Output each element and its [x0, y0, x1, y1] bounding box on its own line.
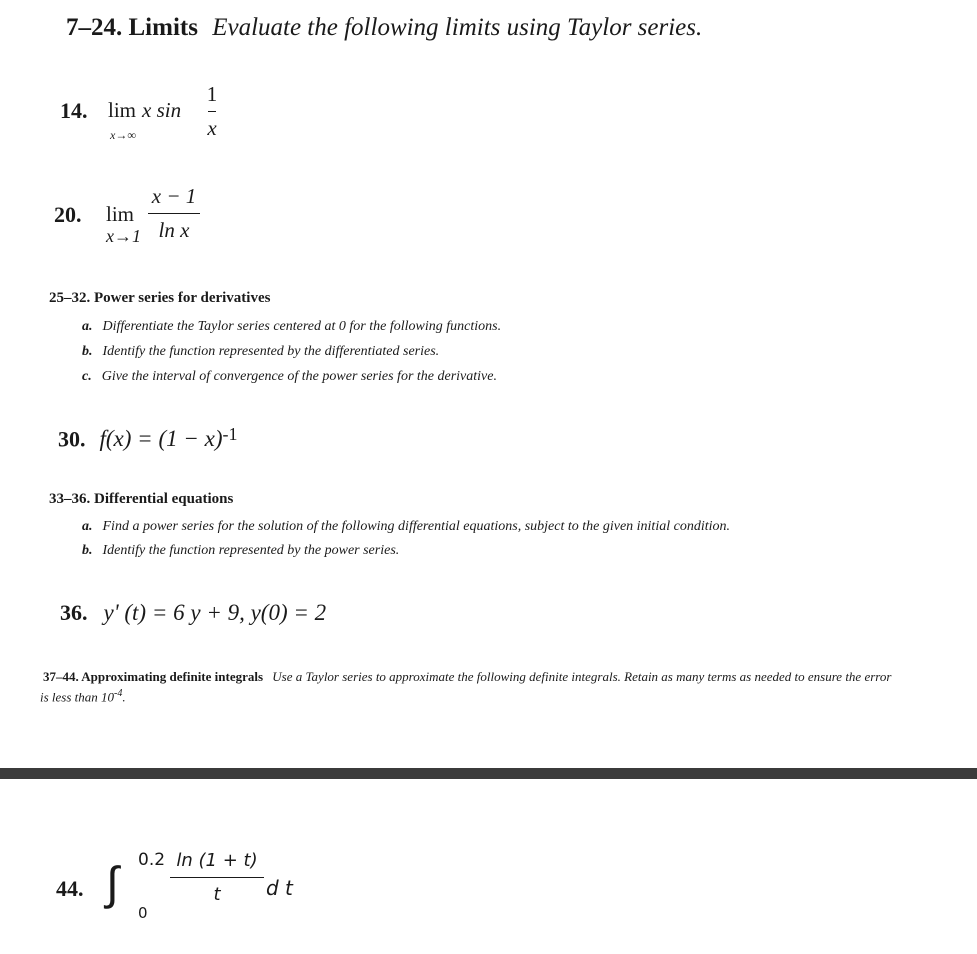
exponent: -4	[114, 688, 123, 699]
lower-limit: 0	[138, 904, 148, 922]
problem-number: 36.	[60, 600, 88, 625]
lim-subscript: x→1	[106, 226, 141, 246]
exponent: -1	[222, 424, 238, 444]
header-range: 7–24. Limits	[66, 14, 198, 41]
problem-44	[56, 840, 356, 930]
upper-limit: 0.2	[138, 850, 166, 870]
fraction-bar	[170, 877, 264, 878]
part-a	[82, 319, 501, 335]
expression: f(x) = (1 − x)	[99, 426, 223, 452]
fraction-numerator: ln (1 + t)	[176, 850, 258, 871]
section-instruction-cont	[40, 688, 126, 705]
part-letter: a.	[82, 519, 93, 534]
part-letter: b.	[82, 543, 93, 558]
header-instruction: Evaluate the following limits using Taylor series.	[212, 14, 703, 41]
fraction-denominator: ln x	[158, 218, 190, 242]
section-title: 33–36. Differential equations	[49, 491, 234, 507]
fraction-denominator: t	[213, 884, 221, 905]
fraction	[148, 184, 200, 243]
fraction-numerator: 1	[206, 82, 218, 106]
part-text: Differentiate the Taylor series centered at 0 for the following functions.	[102, 319, 502, 334]
fraction	[206, 82, 218, 141]
differential: d t	[266, 876, 293, 900]
section-title: 25–32. Power series for derivatives	[49, 290, 271, 306]
instruction-text: is less than 10	[40, 689, 115, 705]
problem-number: 14.	[60, 98, 88, 123]
section-title: 37–44. Approximating definite integrals	[43, 669, 264, 684]
section-37-44	[43, 666, 953, 688]
part-text: Identify the function represented by the power series.	[102, 543, 400, 558]
part-letter: c.	[82, 369, 92, 384]
problem-number: 44.	[56, 876, 84, 901]
lim-operator: lim	[106, 202, 135, 226]
part-text: Find a power series for the solution of the following differential equations, subject to the given initial condition.	[102, 519, 730, 534]
part-b	[82, 543, 399, 559]
part-b	[82, 344, 439, 360]
expression: x sin	[142, 98, 182, 122]
problem-number: 30.	[58, 426, 86, 452]
problem-36	[60, 600, 326, 626]
problem-number: 20.	[54, 202, 82, 227]
fraction-bar	[148, 213, 200, 214]
problem-30	[58, 424, 238, 452]
part-text: Give the interval of convergence of the power series for the derivative.	[101, 369, 497, 384]
expression: y' (t) = 6 y + 9, y(0) = 2	[103, 600, 327, 625]
integrand-fraction	[170, 850, 264, 905]
divider-bar	[0, 768, 977, 779]
section-header-limits	[66, 14, 702, 42]
part-c	[82, 369, 497, 385]
part-letter: a.	[82, 319, 93, 334]
instruction-end: .	[122, 689, 126, 705]
lim-operator: lim	[108, 98, 137, 122]
fraction-numerator: x − 1	[151, 184, 197, 208]
integral-sign: ∫	[106, 856, 119, 910]
part-letter: b.	[82, 344, 93, 359]
part-a	[82, 519, 730, 535]
part-text: Identify the function represented by the differentiated series.	[102, 344, 440, 359]
lim-subscript: x→∞	[110, 128, 136, 142]
section-instruction: Use a Taylor series to approximate the following definite integrals. Retain as many terms as needed to ensure the error	[272, 669, 892, 684]
fraction-bar	[208, 111, 216, 112]
fraction-denominator: x	[207, 116, 217, 140]
